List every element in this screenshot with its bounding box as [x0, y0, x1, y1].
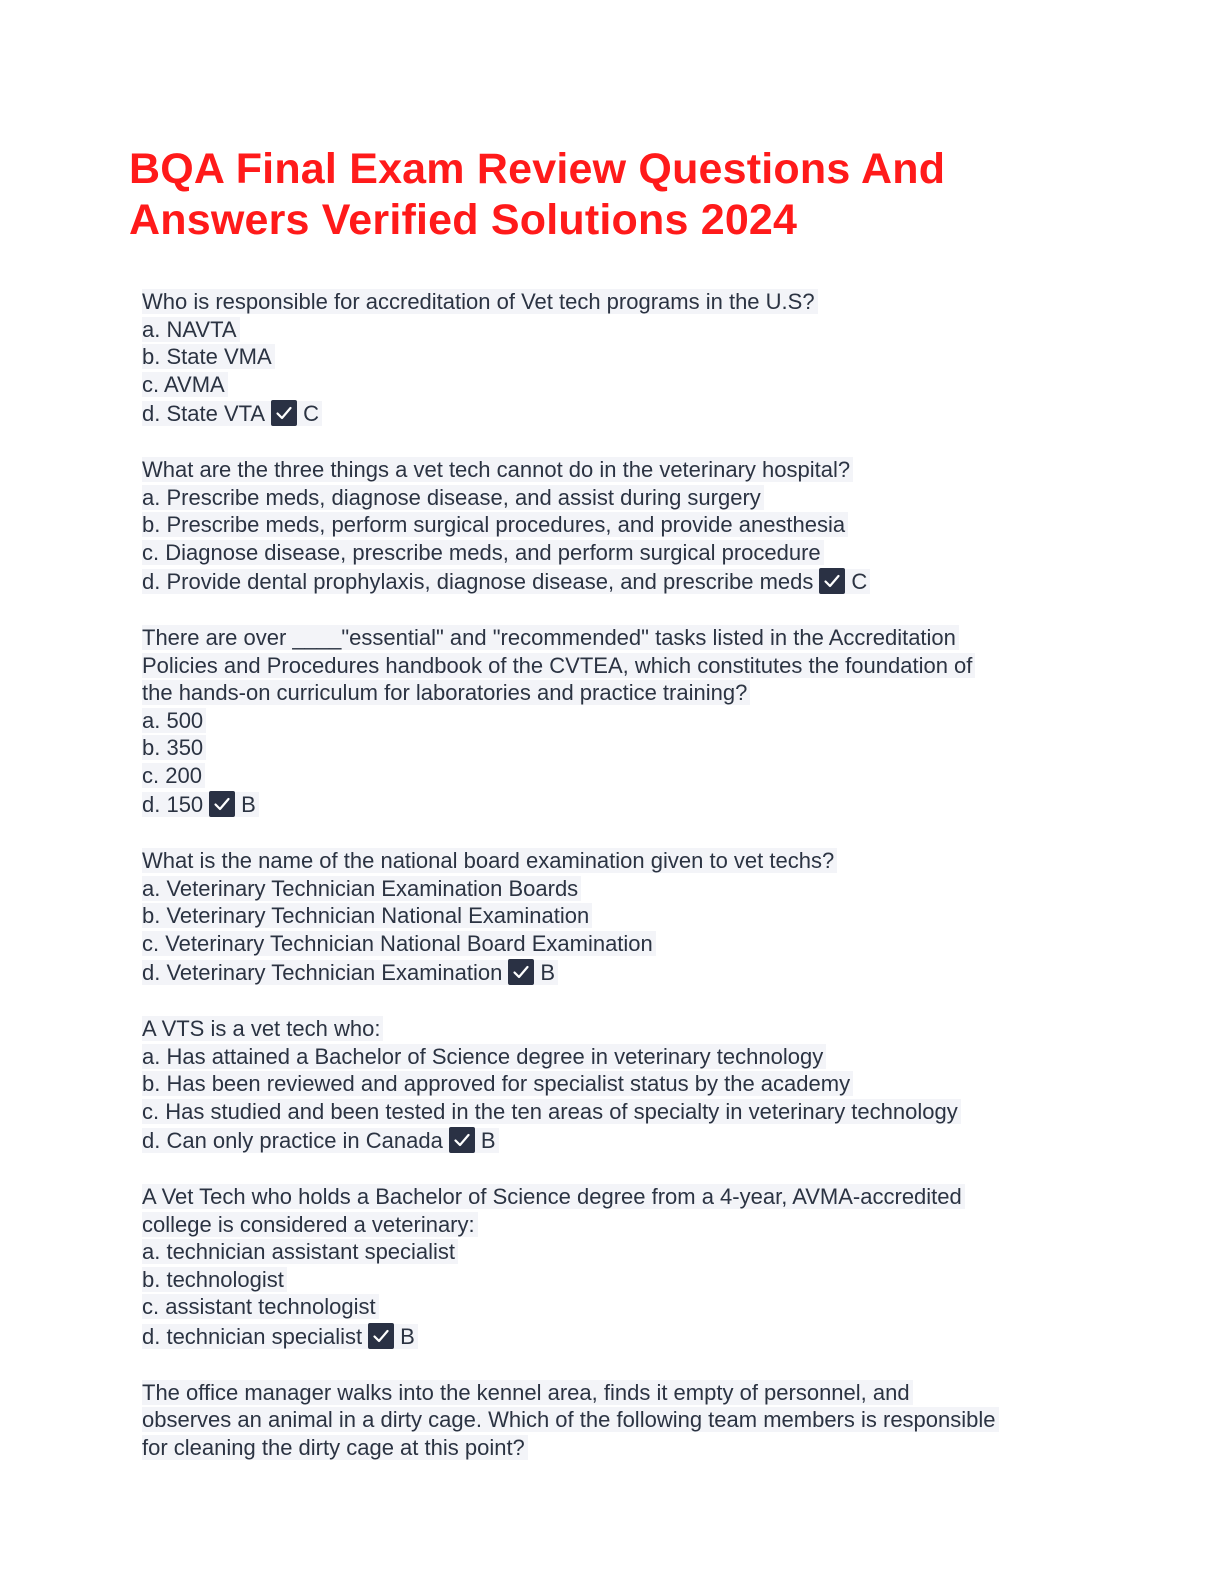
answer-option-line: [142, 1293, 1102, 1321]
answer-option-line: [142, 1321, 1102, 1352]
last-option-with-answer: [142, 960, 558, 985]
answer-option: c. assistant technologist: [142, 1294, 379, 1319]
question-text-line: [142, 847, 1102, 875]
check-box-icon: [819, 568, 845, 594]
answer-option-line: [142, 1070, 1102, 1098]
question-block: [142, 1379, 1102, 1462]
answer-option: d. Provide dental prophylaxis, diagnose disease, and prescribe meds: [142, 569, 814, 594]
question-text-line: [142, 288, 1102, 316]
check-box-icon: [209, 791, 235, 817]
question-text: Who is responsible for accreditation of Vet tech programs in the U.S?: [142, 289, 818, 314]
answer-option-line: [142, 1238, 1102, 1266]
question-text: A Vet Tech who holds a Bachelor of Science degree from a 4-year, AVMA-accredited: [142, 1184, 965, 1209]
answer-option: c. Diagnose disease, prescribe meds, and perform surgical procedure: [142, 540, 824, 565]
answer-option: d. technician specialist: [142, 1323, 363, 1349]
correct-answer-letter: B: [540, 960, 556, 985]
answer-option-line: [142, 371, 1102, 399]
answer-option-line: [142, 343, 1102, 371]
last-option-with-answer: [142, 792, 259, 817]
title-line-1: BQA Final Exam Review Questions And: [129, 145, 946, 193]
answer-option-line: [142, 1043, 1102, 1071]
answer-option: c. Veterinary Technician National Board Examination: [142, 931, 656, 956]
answer-option: a. Veterinary Technician Examination Boards: [142, 876, 581, 901]
answer-option: b. Prescribe meds, perform surgical procedures, and provide anesthesia: [142, 512, 848, 537]
question-text: college is considered a veterinary:: [142, 1212, 478, 1237]
question-block: [142, 288, 1102, 429]
answer-option-line: [142, 316, 1102, 344]
last-option-with-answer: [142, 1324, 418, 1349]
answer-option-line: [142, 875, 1102, 903]
answer-option-line: [142, 484, 1102, 512]
answer-option: a. NAVTA: [142, 317, 240, 342]
question-text-line: [142, 456, 1102, 484]
question-text: There are over ____"essential" and "recommended" tasks listed in the Accreditation: [142, 625, 959, 650]
document-title: [129, 144, 1089, 246]
answer-option: d. Veterinary Technician Examination: [142, 960, 503, 985]
question-text-line: [142, 1379, 1102, 1407]
question-text: What are the three things a vet tech cannot do in the veterinary hospital?: [142, 457, 853, 482]
answer-option: c. Has studied and been tested in the ten areas of specialty in veterinary technology: [142, 1099, 961, 1124]
question-text-line: [142, 1015, 1102, 1043]
answer-option: b. 350: [142, 735, 206, 760]
question-list: [142, 288, 1102, 1488]
answer-option-line: [142, 957, 1102, 988]
last-option-with-answer: [142, 401, 322, 426]
question-text: observes an animal in a dirty cage. Which of the following team members is responsible: [142, 1407, 999, 1432]
correct-answer-letter: B: [480, 1128, 496, 1153]
question-text-line: [142, 1406, 1102, 1434]
answer-option: b. Veterinary Technician National Examination: [142, 903, 592, 928]
title-line-2: Answers Verified Solutions 2024: [129, 196, 798, 244]
question-text: for cleaning the dirty cage at this point?: [142, 1435, 528, 1460]
question-text-line: [142, 1183, 1102, 1211]
answer-option-line: [142, 762, 1102, 790]
answer-option-line: [142, 539, 1102, 567]
answer-option: c. AVMA: [142, 372, 228, 397]
last-option-with-answer: [142, 569, 870, 594]
last-option-with-answer: [142, 1128, 499, 1153]
check-box-icon: [368, 1323, 394, 1349]
answer-option: b. Has been reviewed and approved for specialist status by the academy: [142, 1071, 853, 1096]
question-text-line: [142, 1211, 1102, 1239]
answer-option-line: [142, 511, 1102, 539]
question-block: [142, 456, 1102, 597]
answer-option: b. technologist: [142, 1267, 287, 1292]
answer-option: a. 500: [142, 708, 206, 733]
question-text-line: [142, 679, 1102, 707]
answer-option-line: [142, 707, 1102, 735]
correct-answer-letter: B: [241, 792, 256, 817]
question-text: the hands-on curriculum for laboratories and practice training?: [142, 680, 750, 705]
answer-option-line: [142, 789, 1102, 820]
answer-option-line: [142, 1125, 1102, 1156]
question-text-line: [142, 1434, 1102, 1462]
answer-option-line: [142, 1098, 1102, 1126]
question-block: [142, 1183, 1102, 1352]
answer-option-line: [142, 734, 1102, 762]
question-text: Policies and Procedures handbook of the CVTEA, which constitutes the foundation of: [142, 653, 975, 678]
answer-option-line: [142, 902, 1102, 930]
correct-answer-letter: B: [400, 1323, 415, 1349]
answer-option: d. State VTA: [142, 401, 266, 426]
question-text: A VTS is a vet tech who:: [142, 1016, 383, 1041]
answer-option-line: [142, 566, 1102, 597]
answer-option: a. Prescribe meds, diagnose disease, and assist during surgery: [142, 485, 764, 510]
question-block: [142, 1015, 1102, 1156]
correct-answer-letter: C: [303, 401, 319, 426]
question-block: [142, 624, 1102, 820]
check-box-icon: [449, 1127, 475, 1153]
answer-option: c. 200: [142, 763, 205, 788]
question-text-line: [142, 652, 1102, 680]
check-box-icon: [508, 959, 534, 985]
question-text: What is the name of the national board examination given to vet techs?: [142, 848, 837, 873]
answer-option: a. Has attained a Bachelor of Science degree in veterinary technology: [142, 1044, 826, 1069]
answer-option-line: [142, 398, 1102, 429]
correct-answer-letter: C: [851, 569, 868, 594]
question-block: [142, 847, 1102, 988]
answer-option: b. State VMA: [142, 344, 275, 369]
answer-option: a. technician assistant specialist: [142, 1239, 458, 1264]
answer-option-line: [142, 930, 1102, 958]
answer-option: d. Can only practice in Canada: [142, 1128, 443, 1153]
question-text: The office manager walks into the kennel area, finds it empty of personnel, and: [142, 1380, 913, 1405]
answer-option: d. 150: [142, 792, 204, 817]
check-box-icon: [271, 400, 297, 426]
question-text-line: [142, 624, 1102, 652]
answer-option-line: [142, 1266, 1102, 1294]
